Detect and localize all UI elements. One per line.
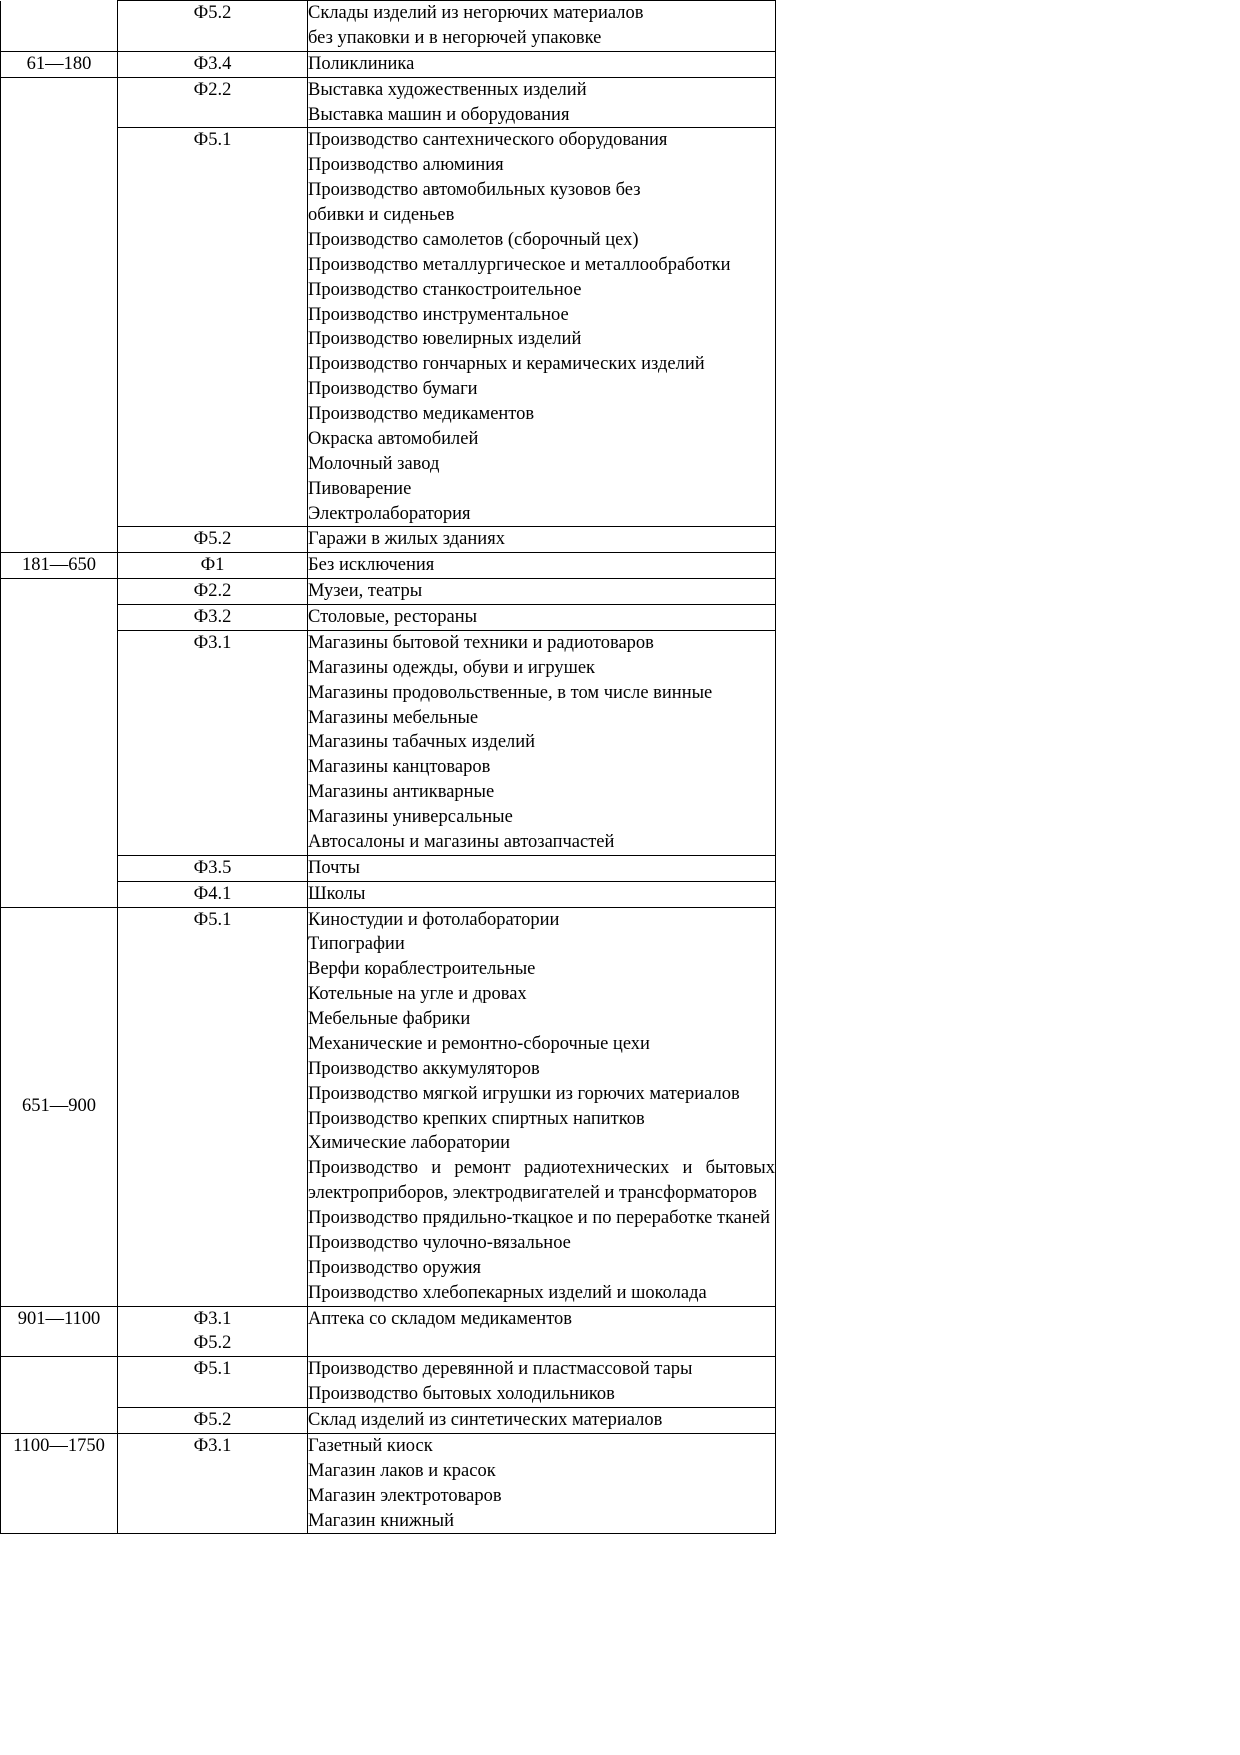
- functional-class-cell: [118, 77, 308, 128]
- description-line: Магазин электротоваров: [308, 1485, 502, 1506]
- functional-class-code: Ф1: [200, 555, 225, 576]
- description-line: Выставка художественных изделий: [308, 79, 587, 100]
- description-line: Производство инструментальное: [308, 304, 569, 325]
- description-line: Киностудии и фотолаборатории: [308, 909, 560, 930]
- area-range-cell: [1, 1408, 118, 1434]
- functional-class-cell: [118, 579, 308, 605]
- area-range-cell: [1, 1433, 118, 1534]
- description-cell: [308, 1, 776, 52]
- functional-class-cell: [118, 1357, 308, 1408]
- area-range-cell: [1, 630, 118, 855]
- description-line: Производство мягкой игрушки из горючих материалов: [308, 1083, 740, 1104]
- functional-class-code: Ф3.2: [193, 607, 232, 627]
- functional-class-code: Ф3.1: [193, 632, 232, 653]
- description-line: Музеи, театры: [308, 581, 423, 602]
- description-cell: [308, 51, 776, 77]
- functional-class-code: Ф5.2: [193, 1410, 232, 1430]
- description-cell: [308, 1357, 776, 1408]
- description-line: Магазины бытовой техники и радиотоваров: [308, 632, 654, 653]
- description-line: Производство деревянной и пластмассовой тары: [308, 1359, 693, 1380]
- description-line: Магазины универсальные: [308, 807, 513, 827]
- functional-class-code: Ф2.2: [193, 581, 232, 602]
- description-line: Пивоварение: [308, 478, 412, 499]
- functional-class-cell: [118, 128, 308, 527]
- description-cell: [308, 881, 776, 907]
- table-row: [1, 128, 776, 527]
- functional-class-code: Ф3.5: [193, 857, 232, 878]
- description-cell: [308, 605, 776, 631]
- functional-class-code: Ф5.1: [193, 130, 232, 151]
- area-range-cell: [1, 855, 118, 881]
- description-line: Магазины антикварные: [308, 782, 495, 803]
- description-cell: [308, 1306, 776, 1357]
- area-range-cell: [1, 553, 118, 579]
- description-line: Магазины канцтоваров: [308, 757, 491, 778]
- area-range-value: 1100—1750: [13, 1435, 105, 1456]
- description-line: Производство прядильно-ткацкое и по переработке тканей: [308, 1208, 771, 1228]
- description-line: Магазины табачных изделий: [308, 732, 536, 753]
- description-line: Механические и ремонтно-сборочные цехи: [308, 1033, 650, 1054]
- description-line: Производство бумаги: [308, 379, 478, 400]
- description-line: Аптека со складом медикаментов: [308, 1308, 573, 1329]
- description-line: Столовые, рестораны: [308, 607, 478, 627]
- description-line: Производство автомобильных кузовов без: [308, 180, 641, 201]
- description-line: Магазин лаков и красок: [308, 1460, 496, 1481]
- table-row: [1, 1433, 776, 1534]
- description-line: Без исключения: [308, 555, 435, 576]
- description-cell: [308, 579, 776, 605]
- description-line: Почты: [308, 857, 360, 878]
- area-range-value: 651—900: [22, 1096, 96, 1117]
- description-line: Производство медикаментов: [308, 404, 535, 424]
- description-line: Производство крепких спиртных напитков: [308, 1108, 645, 1129]
- description-line: Производство и ремонт радиотехнических и бытовых: [308, 1158, 775, 1179]
- functional-class-code: Ф5.1: [193, 909, 232, 930]
- description-line: Производство аккумуляторов: [308, 1058, 540, 1079]
- description-line: Магазин книжный: [308, 1510, 454, 1531]
- description-line: Магазины продовольственные, в том числе винные: [308, 682, 713, 703]
- area-range-cell: [1, 579, 118, 605]
- table-body: [1, 1, 776, 1534]
- table-row: [1, 605, 776, 631]
- functional-class-cell: [118, 1306, 308, 1357]
- area-range-value: 61—180: [26, 53, 92, 74]
- area-range-cell: [1, 527, 118, 553]
- table-row: [1, 1357, 776, 1408]
- description-line: Котельные на угле и дровах: [308, 984, 527, 1005]
- functional-class-code: Ф2.2: [193, 79, 232, 100]
- description-line: Производство металлургическое и металлообработки: [308, 254, 731, 275]
- area-range-cell: [1, 128, 118, 527]
- area-range-cell: [1, 1306, 118, 1357]
- description-line: Производство оружия: [308, 1257, 482, 1278]
- description-line: Производство хлебопекарных изделий и шоколада: [308, 1282, 707, 1303]
- functional-class-cell: [118, 630, 308, 855]
- description-line: электроприборов, электродвигателей и трансформаторов: [308, 1183, 757, 1204]
- functional-class-cell: [118, 553, 308, 579]
- table-row: [1, 881, 776, 907]
- description-line: Газетный киоск: [308, 1435, 433, 1456]
- description-cell: [308, 128, 776, 527]
- description-line: Молочный завод: [308, 453, 440, 474]
- description-line: Верфи кораблестроительные: [308, 959, 536, 980]
- functional-class-cell: [118, 1433, 308, 1534]
- table-row: [1, 579, 776, 605]
- table-row: [1, 907, 776, 1306]
- table-row: [1, 855, 776, 881]
- description-line: Автосалоны и магазины автозапчастей: [308, 831, 615, 852]
- functional-class-code: Ф3.1: [193, 1435, 232, 1456]
- table-row: [1, 630, 776, 855]
- description-cell: [308, 527, 776, 553]
- description-cell: [308, 907, 776, 1306]
- area-range-cell: [1, 51, 118, 77]
- table-row: [1, 553, 776, 579]
- description-line: Электролаборатория: [308, 503, 471, 524]
- functional-class-code: Ф4.1: [193, 883, 232, 904]
- description-line: Производство станкостроительное: [308, 279, 582, 300]
- table-row: [1, 1306, 776, 1357]
- functional-class-cell: [118, 881, 308, 907]
- functional-class-cell: [118, 51, 308, 77]
- description-line: Выставка машин и оборудования: [308, 104, 570, 125]
- area-range-cell: [1, 907, 118, 1306]
- functional-class-cell: [118, 907, 308, 1306]
- table-row: [1, 51, 776, 77]
- area-range-cell: [1, 881, 118, 907]
- description-line: Окраска автомобилей: [308, 428, 479, 449]
- description-line: Производство чулочно-вязальное: [308, 1232, 571, 1253]
- area-range-cell: [1, 605, 118, 631]
- description-line: обивки и сиденьев: [308, 205, 455, 225]
- table-row: [1, 77, 776, 128]
- description-cell: [308, 77, 776, 128]
- description-line: Производство ювелирных изделий: [308, 329, 582, 350]
- description-line: Мебельные фабрики: [308, 1009, 471, 1029]
- description-cell: [308, 553, 776, 579]
- area-range-cell: [1, 77, 118, 128]
- description-line: Гаражи в жилых зданиях: [308, 529, 505, 550]
- description-line: Производство бытовых холодильников: [308, 1384, 615, 1405]
- table-row: [1, 1408, 776, 1434]
- description-cell: [308, 855, 776, 881]
- functional-class-cell: [118, 605, 308, 631]
- functional-class-cell: [118, 527, 308, 553]
- functional-class-code-secondary: Ф5.2: [193, 1333, 232, 1354]
- table-row: [1, 1, 776, 52]
- description-line: Производство алюминия: [308, 155, 504, 176]
- description-cell: [308, 1433, 776, 1534]
- functional-class-code: Ф3.4: [193, 53, 232, 74]
- description-line: Склад изделий из синтетических материалов: [308, 1410, 663, 1430]
- description-line: Типографии: [308, 934, 405, 955]
- area-range-cell: [1, 1357, 118, 1408]
- description-line: Производство гончарных и керамических изделий: [308, 354, 705, 375]
- description-line: Школы: [308, 883, 366, 904]
- functional-class-cell: [118, 1, 308, 52]
- description-cell: [308, 1408, 776, 1434]
- functional-class-code: Ф5.2: [193, 3, 232, 23]
- description-line-spacer: [308, 1331, 775, 1356]
- functional-class-cell: [118, 1408, 308, 1434]
- description-cell: [308, 630, 776, 855]
- area-range-value: 901—1100: [17, 1308, 101, 1329]
- description-line: без упаковки и в негорючей упаковке: [308, 27, 602, 48]
- functional-class-cell: [118, 855, 308, 881]
- description-line: Поликлиника: [308, 53, 415, 74]
- description-line: Производство самолетов (сборочный цех): [308, 229, 639, 250]
- area-range-value: 181—650: [22, 555, 96, 576]
- description-line: Химические лаборатории: [308, 1133, 511, 1154]
- description-line: Магазины мебельные: [308, 707, 479, 728]
- description-line: Производство сантехнического оборудования: [308, 130, 668, 151]
- description-line: Склады изделий из негорючих материалов: [308, 3, 644, 23]
- table-row: [1, 527, 776, 553]
- area-range-cell: [1, 1, 118, 52]
- functional-class-code: Ф3.1: [193, 1308, 232, 1329]
- description-line: Магазины одежды, обуви и игрушек: [308, 657, 596, 678]
- functional-class-code: Ф5.2: [193, 529, 232, 550]
- functional-class-code: Ф5.1: [193, 1359, 232, 1380]
